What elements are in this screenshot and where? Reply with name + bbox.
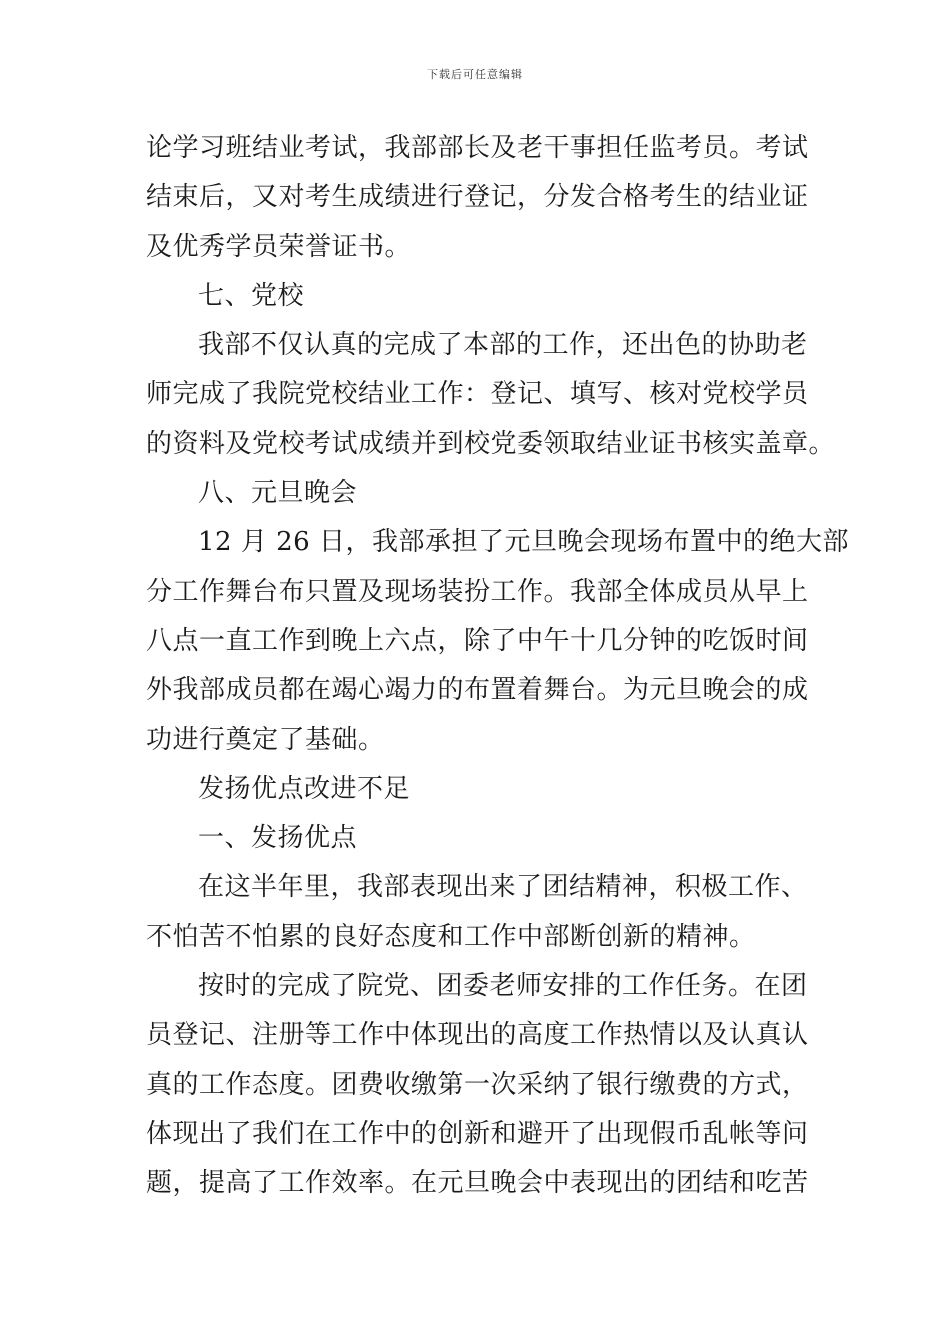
text-line: 七、党校 (198, 280, 305, 311)
text-line: 八、元旦晚会 (198, 478, 358, 509)
text-line: 论学习班结业考试，我部部长及老干事担任监考员。考试 (146, 133, 809, 163)
text-line: 八点一直工作到晚上六点，除了中午十几分钟的吃饭时间 (146, 625, 809, 656)
text-line: 及优秀学员荣誉证书。 (146, 231, 412, 262)
text-line: 在这半年里，我部表现出来了团结精神，积极工作、 (198, 872, 808, 903)
paragraph-team-spirit (146, 863, 808, 962)
text-line: 题，提高了工作效率。在元旦晚会中表现出的团结和吃苦 (146, 1168, 809, 1199)
text-line: 真的工作态度。团费收缴第一次采纳了银行缴费的方式， (146, 1069, 809, 1100)
text-line: 功进行奠定了基础。 (146, 724, 385, 755)
text-line: 不怕苦不怕累的良好态度和工作中部断创新的精神。 (146, 921, 756, 952)
paragraph-task-completion (146, 962, 808, 1208)
text-line: 发扬优点改进不足 (198, 773, 411, 804)
text-line: 体现出了我们在工作中的创新和避开了出现假币乱帐等问 (146, 1118, 809, 1149)
section-heading-improvement (146, 765, 808, 814)
text-line: 一、发扬优点 (198, 823, 358, 854)
text-line: 的资料及党校考试成绩并到校党委领取结业证书核实盖章。 (146, 428, 836, 459)
document-body (146, 124, 849, 1209)
section-heading-new-year-gala (146, 469, 808, 518)
text-line: 外我部成员都在竭心竭力的布置着舞台。为元旦晚会的成 (146, 675, 809, 706)
text-line: 我部不仅认真的完成了本部的工作，还出色的协助老 (198, 330, 808, 361)
paragraph-exam-continuation (146, 124, 808, 272)
text-line: 12 月 26 日，我部承担了元旦晚会现场布置中的绝大部 (198, 527, 849, 558)
text-line: 分工作舞台布只置及现场装扮工作。我部全体成员从早上 (146, 576, 809, 607)
page-header-note: 下载后可任意编辑 (427, 68, 523, 81)
text-line: 员登记、注册等工作中体现出的高度工作热情以及认真认 (146, 1020, 809, 1051)
section-heading-party-school (146, 272, 808, 321)
text-line: 师完成了我院党校结业工作：登记、填写、核对党校学员 (146, 379, 809, 410)
paragraph-party-school (146, 321, 836, 469)
subheading-strengths (146, 814, 808, 863)
paragraph-new-year-gala (146, 518, 849, 764)
text-line: 结束后，又对考生成绩进行登记，分发合格考生的结业证 (146, 182, 809, 213)
text-line: 按时的完成了院党、团委老师安排的工作任务。在团 (198, 971, 808, 1002)
